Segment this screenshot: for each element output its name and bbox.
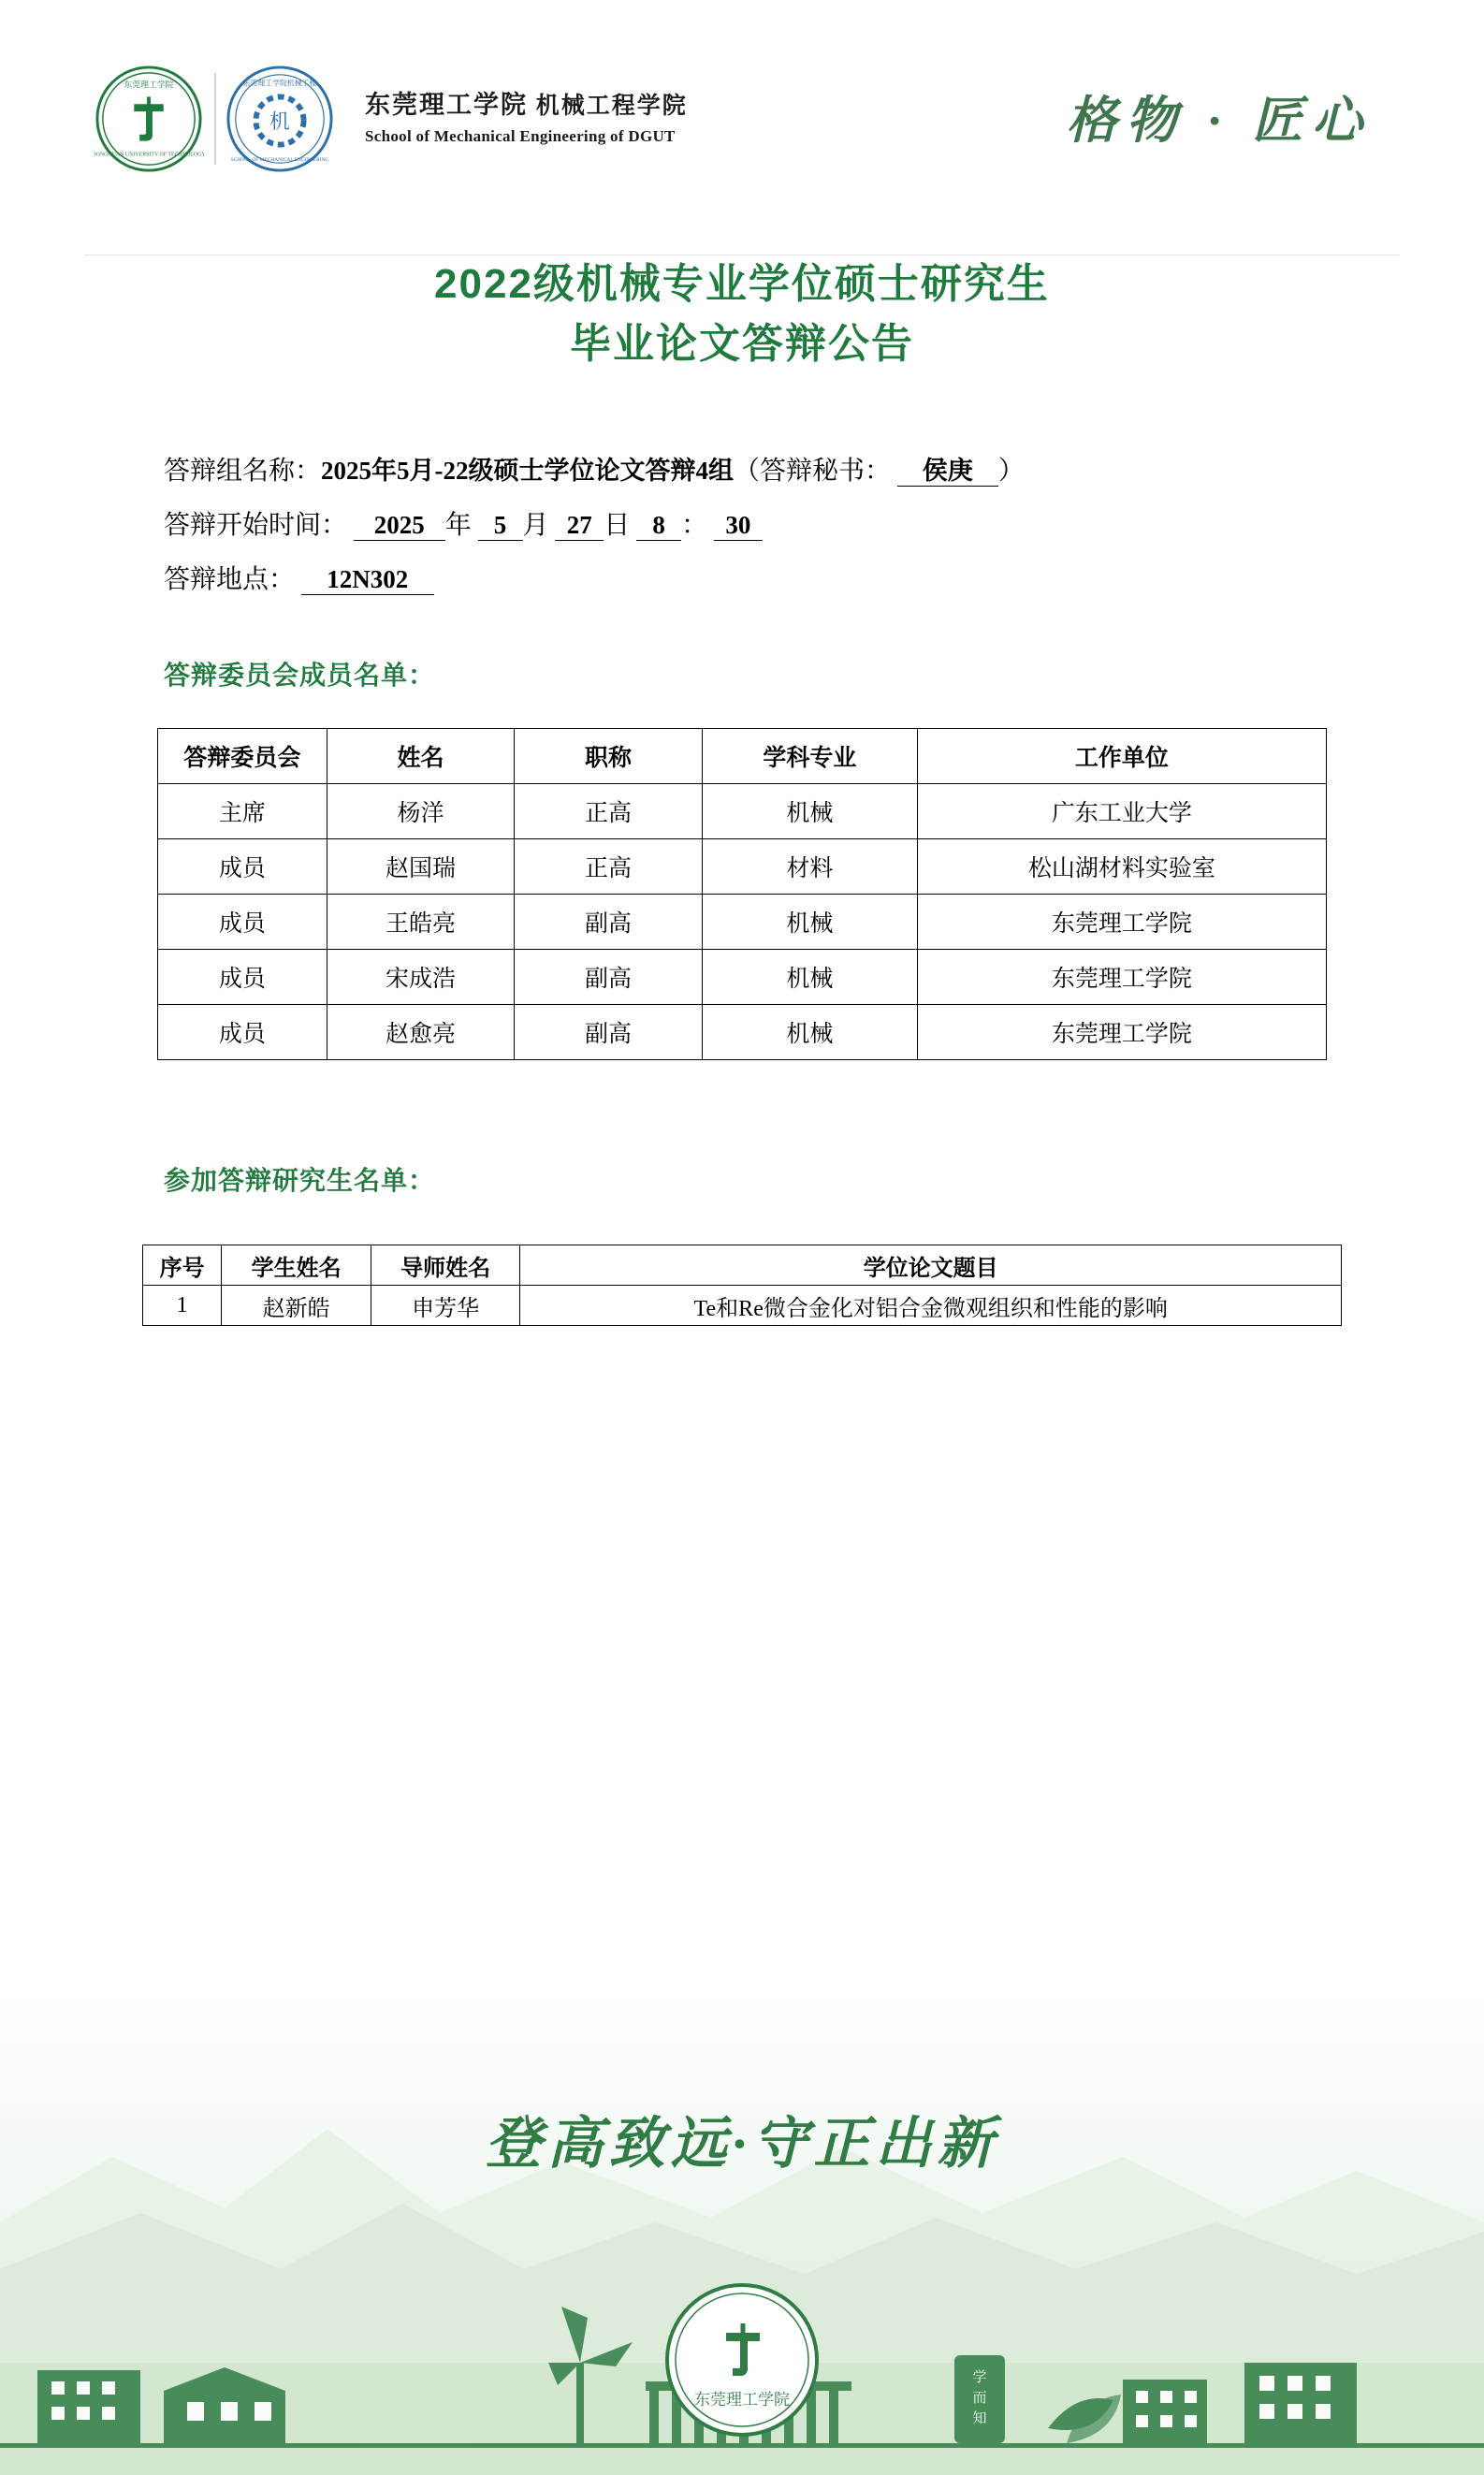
svg-text:知: 知	[972, 2411, 987, 2426]
defense-time-line	[164, 513, 1372, 541]
cell-major: 机械	[702, 950, 917, 1005]
day-unit: 日	[604, 511, 631, 540]
cell-name: 杨洋	[327, 784, 515, 839]
svg-text:东莞理工学院机械工程: 东莞理工学院机械工程	[242, 79, 317, 88]
university-name-cn: 东莞理工学院	[365, 91, 528, 119]
defense-place-line	[164, 567, 1372, 595]
svg-text:DONGGUAN UNIVERSITY OF TECHNOL: DONGGUAN UNIVERSITY OF TECHNOLOGY	[94, 152, 204, 158]
dgut-seal-icon	[94, 64, 204, 174]
cell-name: 宋成浩	[327, 950, 515, 1005]
students-header-row	[143, 1245, 1342, 1286]
committee-col-title: 职称	[515, 729, 703, 784]
table-row	[158, 950, 1327, 1005]
cell-major: 机械	[702, 895, 917, 950]
defense-month: 5	[478, 513, 523, 541]
cell-thesis-title: Te和Re微合金化对铝合金微观组织和性能的影响	[520, 1286, 1342, 1326]
svg-text:东莞理工学院: 东莞理工学院	[124, 80, 174, 90]
defense-place-label: 答辩地点：	[164, 565, 296, 594]
svg-text:学: 学	[972, 2370, 987, 2385]
students-col-thesis: 学位论文题目	[520, 1245, 1342, 1286]
year-unit: 年	[444, 511, 472, 540]
cell-affiliation: 东莞理工学院	[917, 895, 1326, 950]
time-separator: ：	[681, 511, 708, 540]
defense-group-line	[164, 459, 1372, 487]
dgut-badge-icon	[662, 2280, 822, 2439]
cell-role: 成员	[158, 1005, 327, 1060]
students-col-student: 学生姓名	[222, 1245, 371, 1286]
cell-title: 正高	[515, 784, 703, 839]
school-name-block	[365, 84, 688, 146]
page-title-line2: 毕业论文答辩公告	[570, 320, 914, 367]
svg-text:SCHOOL OF MECHANICAL ENGINEERI: SCHOOL OF MECHANICAL ENGINEERING	[230, 157, 329, 164]
committee-col-major: 学科专业	[702, 729, 917, 784]
students-table	[142, 1245, 1342, 1326]
meta-block	[164, 459, 1372, 621]
mechanical-engineering-seal-icon	[225, 64, 335, 174]
students-col-advisor: 导师姓名	[371, 1245, 520, 1286]
cell-title: 副高	[515, 895, 703, 950]
cell-name: 赵愈亮	[327, 1005, 515, 1060]
school-name-en: School of Mechanical Engineering of DGUT	[365, 127, 676, 145]
defense-hour: 8	[636, 513, 681, 541]
committee-col-affiliation: 工作单位	[917, 729, 1326, 784]
page-header	[84, 56, 1400, 187]
defense-time-label: 答辩开始时间：	[164, 511, 348, 540]
cell-affiliation: 松山湖材料实验室	[917, 839, 1326, 895]
committee-header-row	[158, 729, 1327, 784]
secretary-suffix: ）	[997, 457, 1025, 486]
svg-text:机: 机	[269, 109, 290, 133]
defense-minute: 30	[714, 513, 763, 541]
footer-slogan: 登高致远·守正出新	[485, 2113, 999, 2175]
cell-student-name: 赵新皓	[222, 1286, 371, 1326]
table-row	[158, 1005, 1327, 1060]
committee-col-name: 姓名	[327, 729, 515, 784]
page-title	[0, 255, 1484, 374]
secretary-prefix: （答辩秘书：	[734, 457, 892, 486]
table-row	[158, 839, 1327, 895]
cell-major: 机械	[702, 1005, 917, 1060]
logo-divider	[214, 73, 216, 165]
table-row	[143, 1286, 1342, 1326]
page-title-line1: 2022级机械专业学位硕士研究生	[434, 261, 1050, 307]
cell-title: 正高	[515, 839, 703, 895]
header-motto: 格物 · 匠心	[1066, 93, 1372, 149]
committee-table	[157, 728, 1327, 1060]
cell-major: 材料	[702, 839, 917, 895]
footer-illustration	[0, 1988, 1484, 2475]
students-col-index: 序号	[143, 1245, 222, 1286]
defense-group-label: 答辩组名称：	[164, 457, 322, 486]
committee-col-role: 答辩委员会	[158, 729, 327, 784]
secretary-value: 侯庚	[897, 459, 998, 487]
faculty-name-cn: 机械工程学院	[535, 94, 688, 119]
month-unit: 月	[522, 511, 549, 540]
cell-affiliation: 广东工业大学	[917, 784, 1326, 839]
cell-affiliation: 东莞理工学院	[917, 950, 1326, 1005]
defense-year: 2025	[354, 513, 445, 541]
cell-name: 赵国瑞	[327, 839, 515, 895]
cell-title: 副高	[515, 950, 703, 1005]
cell-index: 1	[143, 1286, 222, 1326]
defense-group-value: 2025年5月-22级硕士学位论文答辩4组	[321, 457, 735, 485]
defense-place-value: 12N302	[301, 567, 434, 595]
svg-text:而: 而	[972, 2391, 987, 2406]
students-section-heading: 参加答辩研究生名单：	[164, 1166, 436, 1195]
committee-section-heading: 答辩委员会成员名单：	[164, 661, 436, 690]
cell-affiliation: 东莞理工学院	[917, 1005, 1326, 1060]
table-row	[158, 784, 1327, 839]
cell-major: 机械	[702, 784, 917, 839]
cell-advisor-name: 申芳华	[371, 1286, 520, 1326]
table-row	[158, 895, 1327, 950]
cell-role: 成员	[158, 839, 327, 895]
school-name-cn	[365, 84, 688, 121]
cell-name: 王皓亮	[327, 895, 515, 950]
cell-role: 主席	[158, 784, 327, 839]
defense-day: 27	[555, 513, 604, 541]
cell-role: 成员	[158, 895, 327, 950]
cell-role: 成员	[158, 950, 327, 1005]
cell-title: 副高	[515, 1005, 703, 1060]
svg-text:东莞理工学院: 东莞理工学院	[694, 2391, 790, 2409]
